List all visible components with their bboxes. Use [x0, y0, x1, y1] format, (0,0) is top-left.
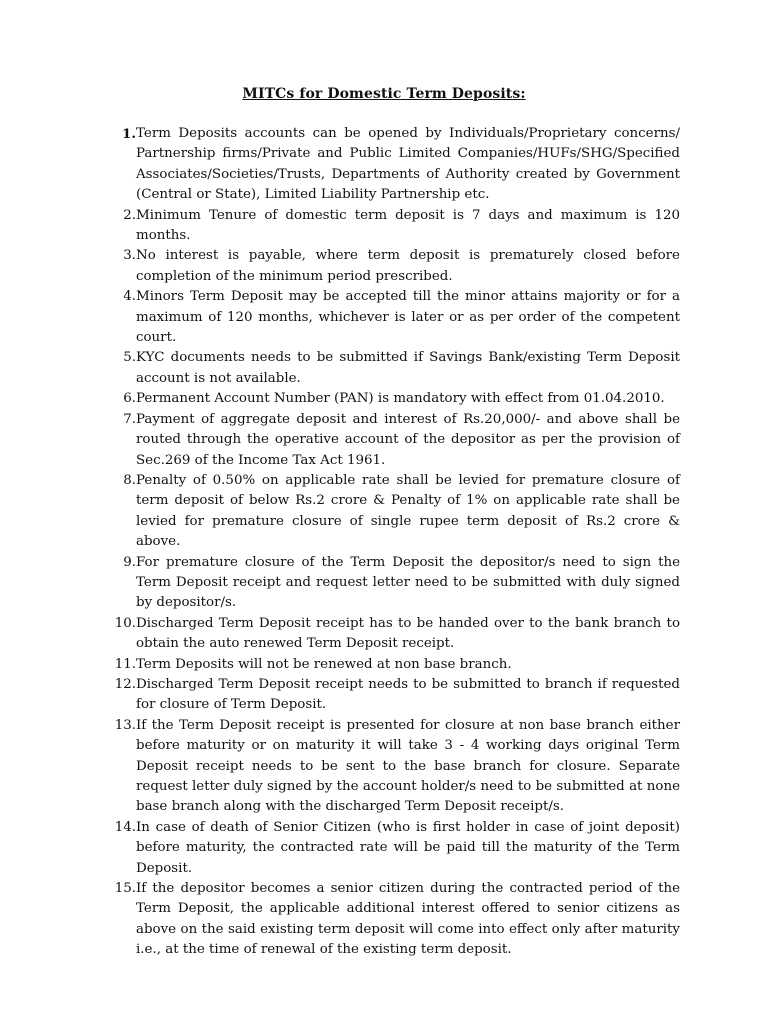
item-text: Term Deposits will not be renewed at non base branch.: [136, 656, 512, 672]
item-text: Permanent Account Number (PAN) is mandatory with effect from 01.04.2010.: [136, 391, 665, 407]
item-text: KYC documents needs to be submitted if Savings Bank/existing Term Deposit account is not available.: [136, 350, 680, 386]
list-item-15: [104, 879, 680, 961]
item-number: 1.: [122, 126, 136, 142]
item-text: Minimum Tenure of domestic term deposit is 7 days and maximum is 120 months.: [136, 207, 680, 244]
item-text: Term Deposits accounts can be opened by Individuals/Proprietary concerns/ Partnership firms/Private and Public Limited Companies/HUFs/SHG/Specified Associates/Societies/Trusts, Departments of Authority created by Government (Central or State), Limited Liability Partnership etc.: [136, 126, 680, 203]
list-item-5: [104, 348, 680, 389]
item-number: 5.: [123, 350, 136, 366]
list-item-2: [104, 206, 680, 247]
list-item-1: [104, 124, 680, 206]
item-text: No interest is payable, where term deposit is prematurely closed before completion of the minimum period prescribed.: [136, 248, 680, 284]
item-text: Payment of aggregate deposit and interest of Rs.20,000/- and above shall be routed through the operative account of the depositor as per the provision of Sec.269 of the Income Tax Act 1961.: [136, 411, 680, 468]
item-number: 7.: [123, 411, 136, 427]
item-number: 4.: [123, 289, 136, 305]
item-text: Discharged Term Deposit receipt has to be handed over to the bank branch to obtain the auto renewed Term Deposit receipt.: [136, 615, 680, 652]
item-text: Discharged Term Deposit receipt needs to be submitted to branch if requested for closure of Term Deposit.: [136, 676, 680, 713]
item-number: 9.: [123, 554, 136, 570]
item-text: Penalty of 0.50% on applicable rate shall be levied for premature closure of term deposit of below Rs.2 crore & Penalty of 1% on applicable rate shall be levied for premature closure of single rupee term deposit of Rs.2 crore & above.: [136, 472, 680, 550]
list-item-13: [104, 716, 680, 818]
list-item-10: [104, 614, 680, 655]
item-number: 6.: [123, 391, 136, 407]
list-item-9: [104, 553, 680, 614]
item-text: Minors Term Deposit may be accepted till the minor attains majority or for a maximum of 120 months, whichever is later or as per order of the competent court.: [136, 289, 680, 346]
item-number: 2.: [123, 207, 136, 223]
list-item-3: [104, 246, 680, 287]
terms-list: [104, 124, 680, 961]
item-number: 11.: [114, 656, 136, 672]
item-number: 8.: [123, 472, 136, 488]
item-text: For premature closure of the Term Deposit the depositor/s need to sign the Term Deposit receipt and request letter need to be submitted with duly signed by depositor/s.: [136, 554, 680, 611]
item-text: If the depositor becomes a senior citizen during the contracted period of the Term Deposit, the applicable additional interest offered to senior citizens as above on the said existing term deposit will come into effect only after maturity i.e., at the time of renewal of the existing term deposit.: [136, 881, 680, 958]
list-item-14: [104, 818, 680, 879]
item-number: 15.: [114, 881, 136, 897]
item-text: If the Term Deposit receipt is presented for closure at non base branch either before maturity or on maturity it will take 3 - 4 working days original Term Deposit receipt needs to be sent to the base branch for closure. Separate request letter duly signed by the account holder/s need to be submitted at none base branch along with the discharged Term Deposit receipt/s.: [136, 717, 680, 815]
list-item-8: [104, 471, 680, 553]
list-item-12: [104, 675, 680, 716]
item-number: 10.: [114, 615, 136, 631]
item-number: 13.: [114, 717, 136, 733]
list-item-11: [104, 655, 680, 675]
list-item-6: [104, 389, 680, 409]
list-item-4: [104, 287, 680, 348]
item-text: In case of death of Senior Citizen (who is first holder in case of joint deposit) before maturity, the contracted rate will be paid till the maturity of the Term Deposit.: [136, 819, 680, 876]
item-number: 14.: [114, 819, 136, 835]
item-number: 12.: [114, 676, 136, 692]
list-item-7: [104, 410, 680, 471]
document-title: MITCs for Domestic Term Deposits:: [242, 86, 526, 102]
item-number: 3.: [123, 248, 136, 264]
